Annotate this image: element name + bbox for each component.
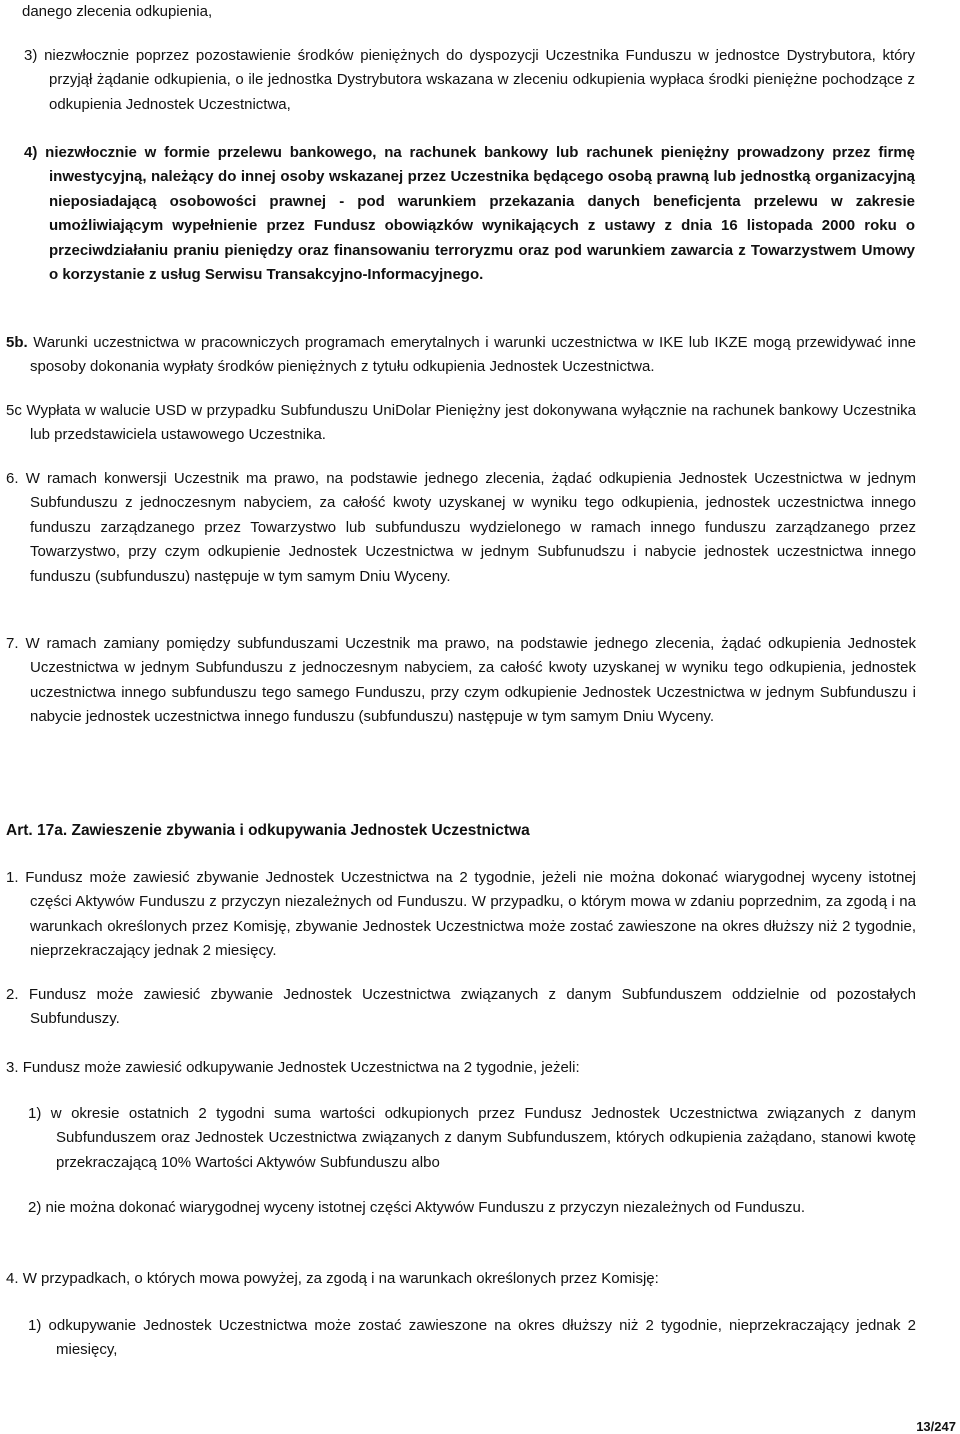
article-point-2-label: 2. — [6, 986, 19, 1003]
article-point-3-sub-1-label: 1) — [28, 1105, 42, 1122]
paragraph-5c-label: 5c — [6, 402, 22, 419]
paragraph-6 — [6, 467, 916, 589]
page-number-current: 13 — [916, 1419, 931, 1434]
article-point-2 — [6, 983, 916, 1032]
article-point-4-sub-1 — [28, 1314, 916, 1363]
article-point-3-text: Fundusz może zawiesić odkupywanie Jednostek Uczestnictwa na 2 tygodnie, jeżeli: — [22, 1059, 580, 1076]
page-number-separator: / — [930, 1419, 935, 1434]
page-number-total: 247 — [934, 1419, 956, 1434]
paragraph-6-label: 6. — [6, 470, 19, 487]
paragraph-7 — [6, 632, 917, 730]
paragraph-7-label: 7. — [6, 635, 19, 652]
article-point-3-label: 3. — [6, 1059, 19, 1076]
page-number — [916, 1419, 956, 1434]
article-point-3-sub-1 — [28, 1102, 916, 1175]
article-point-3-sub-2 — [28, 1196, 916, 1220]
continuation-line: danego zlecenia odkupienia, — [22, 3, 213, 20]
paragraph-5b-label: 5b. — [6, 334, 28, 351]
article-point-4-sub-1-label: 1) — [28, 1317, 42, 1334]
article-point-4-sub-1-text: odkupywanie Jednostek Uczestnictwa może zostać zawieszone na okres dłuższy niż 2 tygodnie, nieprzekraczający jednak 2 miesięcy, — [48, 1317, 916, 1359]
article-point-3 — [6, 1056, 916, 1080]
item-3-text: niezwłocznie poprzez pozostawienie środków pieniężnych do dyspozycji Uczestnika Funduszu w jednostce Dystrybutora, który przyjął żądanie odkupienia, o ile jednostka Dystrybutora wskazana w zleceniu odkupienia wypłaca środki pieniężne pochodzące z odkupienia Jednostek Uczestnictwa, — [44, 47, 915, 113]
article-point-2-text: Fundusz może zawiesić zbywanie Jednostek Uczestnictwa związanych z danym Subfunduszem oddzielnie od pozostałych Subfunduszy. — [28, 986, 916, 1028]
article-point-1 — [6, 866, 917, 964]
article-point-3-sub-2-text: nie można dokonać wiarygodnej wyceny istotnej części Aktywów Funduszu z przyczyn niezależnych od Funduszu. — [45, 1199, 806, 1216]
paragraph-7-text: W ramach zamiany pomiędzy subfunduszami Uczestnik ma prawo, na podstawie jednego zlecenia, żądać odkupienia Jednostek Uczestnictwa w jednym Subfunduszu z jednoczesnym nabyciem, za całość kwoty uzyskanej w wyniku tego odkupienia, jednostek uczestnictwa innego subfunduszu tego samego Funduszu, przy czym odkupienie Jednostek Uczestnictwa w jednym Subfunduszu i nabycie jednostek uczestnictwa innego funduszu (subfunduszu) następuje w tym samym Dniu Wyceny. — [25, 635, 917, 726]
article-point-4-label: 4. — [6, 1270, 19, 1287]
paragraph-6-text: W ramach konwersji Uczestnik ma prawo, na podstawie jednego zlecenia, żądać odkupienia Jednostek Uczestnictwa w jednym Subfunduszu z jednoczesnym nabyciem, za całość kwoty uzyskanej w wyniku tego odkupienia, jednostek uczestnictwa innego funduszu zarządzanego przez Towarzystwo lub subfunduszu wydzielonego w ramach innego funduszu zarządzanego przez Towarzystwo, przy czym odkupienie Jednostek Uczestnictwa w jednym Subfunudszu i nabycie jednostek uczestnictwa innego funduszu (subfunduszu) następuje w tym samym Dniu Wyceny. — [25, 470, 916, 585]
paragraph-5b — [6, 331, 917, 380]
article-point-3-sub-1-text: w okresie ostatnich 2 tygodni suma wartości odkupionych przez Fundusz Jednostek Uczestnictwa związanych z danym Subfunduszem oraz Jednostek Uczestnictwa związanych z danym Subfunduszem, których odkupienia zażądano, stanowi kwotę przekraczającą 10% Wartości Aktywów Subfunduszu albo — [50, 1105, 916, 1171]
article-point-4 — [6, 1267, 916, 1291]
article-heading: Art. 17a. Zawieszenie zbywania i odkupywania Jednostek Uczestnictwa — [6, 822, 530, 839]
item-4-text: niezwłocznie w formie przelewu bankowego, na rachunek bankowy lub rachunek pieniężny prowadzony przez firmę inwestycyjną, należący do innej osoby wskazanej przez Uczestnika będącego osobą prawną lub jednostką organizacyjną nieposiadającą osobowości prawnej - pod warunkiem przekazania danych beneficjenta przelewu w zakresie umożliwiającym wypełnienie przez Fundusz obowiązków wynikających z ustawy z dnia 16 listopada 2000 roku o przeciwdziałaniu praniu pieniędzy oraz finansowaniu terroryzmu oraz pod warunkiem zawarcia z Towarzystwem Umowy o korzystanie z usług Serwisu Transakcyjno-Informacyjnego. — [45, 144, 916, 284]
article-point-4-text: W przypadkach, o których mowa powyżej, za zgodą i na warunkach określonych przez Komisję: — [22, 1270, 659, 1287]
item-3 — [24, 44, 915, 117]
paragraph-5c — [6, 399, 917, 448]
article-point-1-text: Fundusz może zawiesić zbywanie Jednostek Uczestnictwa na 2 tygodnie, jeżeli nie można dokonać wiarygodnej wyceny istotnej części Aktywów Funduszu z przyczyn niezależnych od Funduszu. W przypadku, o którym mowa w zdaniu poprzednim, za zgodą i na warunkach określonych przez Komisję, zbywanie Jednostek Uczestnictwa może zostać zawieszone na okres dłuższy niż 2 tygodnie, nieprzekraczający jednak 2 miesięcy. — [25, 869, 917, 960]
article-point-3-sub-2-label: 2) — [28, 1199, 42, 1216]
paragraph-5b-text: Warunki uczestnictwa w pracowniczych programach emerytalnych i warunki uczestnictwa w IKE lub IKZE mogą przewidywać inne sposoby dokonania wypłaty środków pieniężnych z tytułu odkupienia Jednostek Uczestnictwa. — [30, 334, 917, 376]
paragraph-5c-text: Wypłata w walucie USD w przypadku Subfunduszu UniDolar Pieniężny jest dokonywana wyłącznie na rachunek bankowy Uczestnika lub przedstawiciela ustawowego Uczestnika. — [26, 402, 917, 444]
article-point-1-label: 1. — [6, 869, 19, 886]
item-4-label: 4) — [24, 144, 38, 161]
item-4 — [24, 141, 916, 287]
item-3-label: 3) — [24, 47, 38, 64]
